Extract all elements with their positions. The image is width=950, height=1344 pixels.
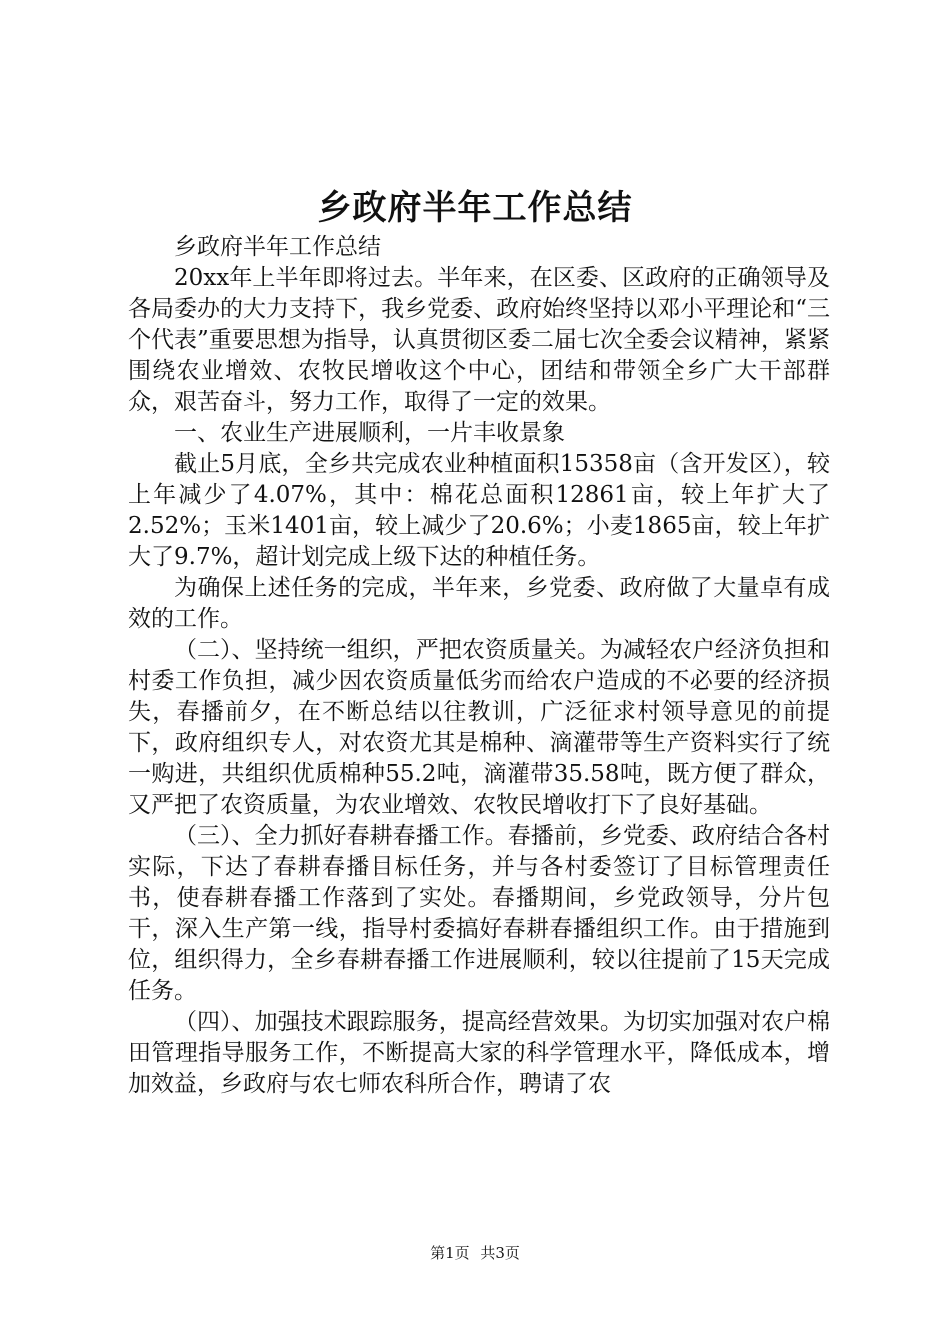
document-body (128, 232, 830, 1100)
paragraph-work-summary: 为确保上述任务的完成，半年来，乡党委、政府做了大量卓有成效的工作。 (128, 575, 830, 632)
page-footer (0, 1242, 950, 1264)
document-title: 乡政府半年工作总结 (317, 188, 633, 228)
paragraph-item-four: （四）、加强技术跟踪服务，提高经营效果。为切实加强对农户棉田管理指导服务工作，不断提高大家的科学管理水平，降低成本，增加效益，乡政府与农七师农科所合作，聘请了农 (128, 1009, 830, 1097)
page-total: 共3页 (480, 1244, 520, 1262)
paragraph-planting-stats: 截止5月底，全乡共完成农业种植面积15358亩（含开发区），较上年减少了4.07%，其中：棉花总面积12861亩，较上年扩大了2.52%；玉米1401亩，较上减少了20.6%；小麦1865亩，较上年扩大了9.7%，超计划完成上级下达的种植任务。 (128, 451, 830, 570)
paragraph-intro: 20xx年上半年即将过去。半年来，在区委、区政府的正确领导及各局委办的大力支持下，我乡党委、政府始终坚持以邓小平理论和“三个代表”重要思想为指导，认真贯彻区委二届七次全委会议精神，紧紧围绕农业增效、农牧民增收这个中心，团结和带领全乡广大干部群众，艰苦奋斗，努力工作，取得了一定的效果。 (128, 265, 830, 415)
paragraph-subtitle: 乡政府半年工作总结 (174, 234, 381, 260)
paragraph-item-three: （三）、全力抓好春耕春播工作。春播前，乡党委、政府结合各村实际，下达了春耕春播目标任务，并与各村委签订了目标管理责任书，使春耕春播工作落到了实处。春播期间，乡党政领导，分片包干，深入生产第一线，指导村委搞好春耕春播组织工作。由于措施到位，组织得力，全乡春耕春播工作进展顺利，较以往提前了15天完成任务。 (128, 823, 830, 1004)
section-heading-agriculture: 一、农业生产进展顺利，一片丰收景象 (174, 420, 565, 446)
paragraph-item-two: （二）、坚持统一组织，严把农资质量关。为减轻农户经济负担和村委工作负担，减少因农资质量低劣而给农户造成的不必要的经济损失，春播前夕，在不断总结以往教训，广泛征求村领导意见的前提下，政府组织专人，对农资尤其是棉种、滴灌带等生产资料实行了统一购进，共组织优质棉种55.2吨，滴灌带35.58吨，既方便了群众，又严把了农资质量，为农业增效、农牧民增收打下了良好基础。 (128, 637, 830, 818)
page-number: 第1页 (430, 1244, 470, 1262)
